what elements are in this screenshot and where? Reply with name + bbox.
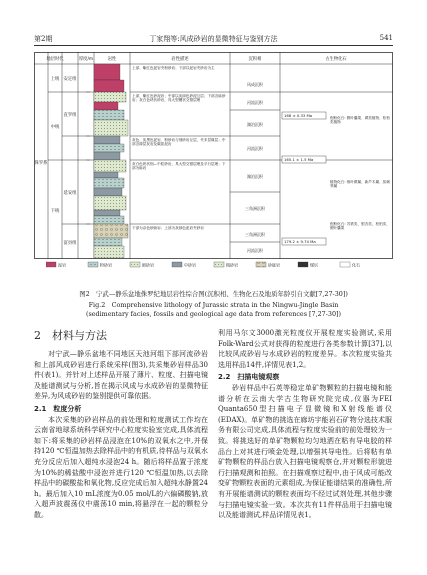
facies-aeolian: 风成沉积 bbox=[247, 82, 263, 87]
figure-caption-zh: 图2 宁武—静乐盆地侏罗纪地层岩性综合图(沉积相、生物化石及地质年龄引自文献[7,27-30]) bbox=[79, 290, 348, 298]
figure-legend bbox=[46, 260, 386, 270]
legend-mudstone: 泥岩 bbox=[58, 262, 66, 268]
header-rule bbox=[34, 45, 393, 46]
col-header-age: 地层时代 bbox=[46, 57, 64, 62]
description-yanan-lower: 灰白色块状细—中粒砂岩，具大型交错层理及平行层理；下部为砾岩 bbox=[132, 162, 226, 171]
col-header-description: 岩性描述 bbox=[171, 57, 189, 62]
description-zhiluo: 上部、紫红色砂泥岩；中部以灰绿色砂泥互层；下部含砾砂岩；灰白色块状砂岩，具大型槽状交错层理 bbox=[132, 94, 226, 103]
grain-size-text: 本次采集的砂岩样品的前处理和粒度测试工作均在云南省地球系统科学研究中心粒度实验室完成,具体流程如下:将采集的砂岩样品浸泡在10%的双氧水之中,并保持120 ℃恒温加热去除样品中的有机质,待样品与双氧水充分反应后加入超纯水浸泡24 h。随后将样品置于浓度为10%的稀盐酸中浸泡并进行120 ℃恒温加热,以去除样品中的碳酸盐和氧化物,反应完成后加入超纯水静置24 h。最后加入10 mL浓度为0.05 mol/L的六偏磷酸钠,放入超声波震荡仪中震荡10 min,将悬浮在一起的颗粒分散。 bbox=[34, 415, 208, 519]
age-date-2: 165.1 ± 1.5 Ma bbox=[284, 157, 314, 162]
legend-coal: 煤层 bbox=[310, 262, 318, 268]
fossil-note-2: 植物化石: 锥叶蕨属、新芦木属、拟刺葵属 bbox=[330, 180, 390, 189]
age-date-1: 168 ± 0.33 Ma bbox=[284, 113, 313, 118]
legend-coarse-sandstone: 粗砂岩 bbox=[226, 262, 238, 268]
issue-number: 第2期 bbox=[34, 35, 53, 43]
grain-size-continued: 利用马尔文3000激光粒度仪开展粒度实验测试,采用Folk-Ward公式对获得的粒度进行各类参数计算[37],以比较风成砂岩与水成砂岩的粒度差异。本次粒度实验共选用样品14件,详情见表1,2。 bbox=[218, 329, 392, 369]
legend-fossil: 化石 bbox=[352, 262, 360, 268]
lithology-column bbox=[94, 64, 128, 258]
stratigraphic-column-figure bbox=[34, 52, 393, 259]
facies-delta-2: 三角洲沉积 bbox=[245, 232, 265, 237]
subsection-title-sem: 2.2 扫描电镜观察 bbox=[218, 373, 280, 382]
formation-label-yanan: 延安组 bbox=[63, 191, 77, 196]
legend-medium-sandstone: 中砂岩 bbox=[184, 262, 196, 268]
facies-lacustrine-2: 湖泊沉积 bbox=[247, 174, 263, 179]
col-header-lithology: 岩性 bbox=[107, 57, 117, 62]
legend-fine-sandstone: 细砂岩 bbox=[142, 262, 154, 268]
text-column-left bbox=[34, 328, 208, 521]
formation-label-zhiluo: 直罗组 bbox=[63, 113, 77, 118]
stage-label-lower: 下统 bbox=[50, 209, 60, 214]
facies-fluvial-3: 河流沉积 bbox=[247, 248, 263, 253]
sem-text: 砂岩样品中石英等稳定单矿物颗粒的扫描电镜和能谱分析在云南大学古生物研究院完成,仪器为FEI Quanta650型扫描电子显微镜和X射线能谱仪(EDAX)。单矿物的挑选在廊坊宇能岩石矿物分选技术服务有限公司完成,具体流程与粒度实验前的前处理较为一致。将挑选好的单矿物颗粒均匀地洒在粘有导电胶的样品台上对其进行喷金处理,以增强其导电性。后将粘有单矿物颗粒的样品台放入扫描电镜观察仓,并对颗粒形貌进行扫描观测和拍照。在扫描观察过程中,由于风成可能改变矿物颗粒表面的元素组成,为保证能谱结果的准确性,所有开展能谱测试的颗粒表面均不经过试剂处理,其他步骤与扫描电镜实验一致。本次共有11件样品用于扫描电镜以及能谱测试,样品详情见表1。 bbox=[218, 383, 392, 520]
legend-siltstone: 粉砂岩 bbox=[100, 262, 112, 268]
figure-caption-en-2: (sedimentary facies, fossils and geological age data from references [7,27-30]) bbox=[85, 310, 342, 318]
col-header-thickness: 厚度/m bbox=[78, 57, 94, 62]
fossil-note-1: 孢粉化石: 假叶囊果、蕨类植物、松柏类植物 bbox=[330, 116, 390, 125]
series-label-jurassic: 侏罗系 bbox=[34, 161, 48, 166]
description-yanan-upper: 灰色、灰黑色泥岩、粉砂岩与细砂岩互层，夹多层煤层；中部含薄层灰岩及碳质泥岩 bbox=[132, 138, 226, 147]
page-number: 541 bbox=[379, 34, 393, 42]
description-anding: 上部、紫红色泥岩夹粉砂岩；下部以泥岩夹砂岩为主 bbox=[132, 66, 215, 70]
formation-label-fuxian: 富县组 bbox=[63, 241, 77, 246]
legend-conglomerate: 砂砾岩 bbox=[268, 262, 280, 268]
stage-label-middle: 中统 bbox=[50, 125, 60, 130]
stage-label-upper: 上统 bbox=[50, 77, 60, 82]
text-column-right bbox=[218, 328, 392, 521]
col-header-facies: 沉积相 bbox=[248, 57, 262, 62]
running-title: 丁家翔等:风成砂岩的显微特征与鉴别方法 bbox=[149, 35, 278, 43]
figure-caption-en-1: Fig.2 Comprehensive lithology of Jurassic strata in the Ningwu-Jingle Basin bbox=[88, 301, 339, 309]
age-date-3: 179.2 ± 9.74 Ma bbox=[284, 239, 316, 244]
section-intro: 对宁武—静乐盆地不同地区天池河组下部河流砂岩和上部风成砂岩进行系统采样(图3),共采集砂岩样品30件(表1)。并针对上述样品开展了薄片、粒度、扫描电镜及能谱测试与分析,旨在揭示风成与水成砂岩的显微特征差异,为风成砂岩的鉴别提供可靠依据。 bbox=[34, 350, 208, 401]
stratigraphic-column-svg bbox=[34, 52, 393, 259]
facies-fluvial-1: 河流沉积 bbox=[247, 100, 263, 105]
facies-delta-1: 三角洲沉积 bbox=[245, 206, 265, 211]
section-title: 2 材料与方法 bbox=[34, 329, 107, 342]
facies-lacustrine-1: 湖泊沉积 bbox=[247, 122, 263, 127]
fossil-note-3: 孢粉化石: 苏铁类、银杏类、松柏类、假叶囊果 bbox=[330, 222, 390, 231]
subsection-title-grain-size: 2.1 粒度分析 bbox=[34, 404, 82, 413]
col-header-fossils: 古生物化石 bbox=[325, 57, 347, 62]
formation-label-anding: 安定组 bbox=[63, 77, 77, 82]
facies-fluvial-2: 河流沉积 bbox=[247, 146, 263, 151]
description-fuxian: 下部为杂色砂砾岩；上部为灰绿色泥岩夹砂岩 bbox=[132, 226, 204, 230]
